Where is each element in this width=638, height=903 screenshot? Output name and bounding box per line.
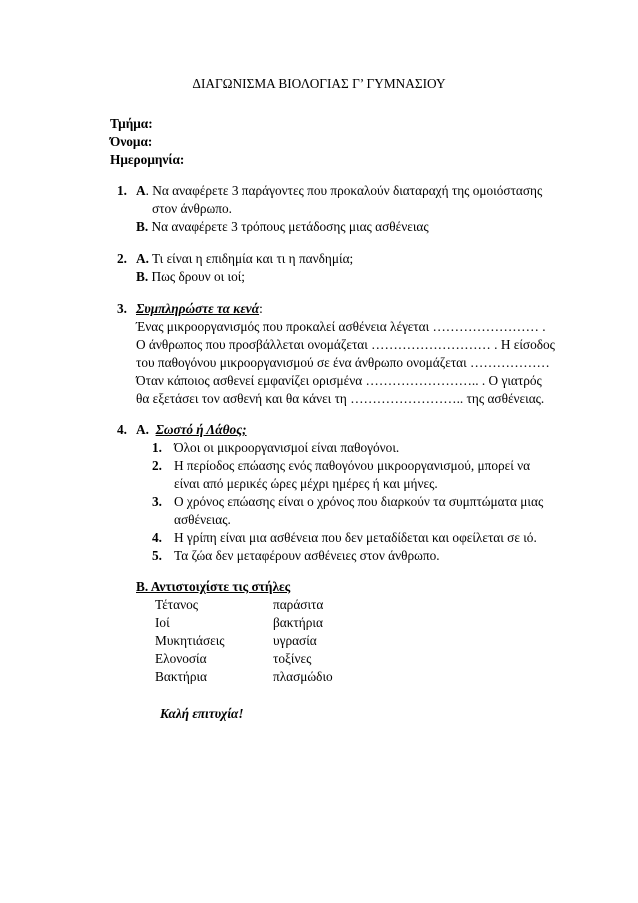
question-3-heading-text: Συμπληρώστε τα κενά (136, 301, 260, 316)
question-1-number: 1. (117, 183, 127, 198)
date-field-label: Ημερομηνία: (110, 152, 185, 167)
tf-item-text: είναι από μερικές ώρες μέχρι ημέρες ή και μήνες. (174, 476, 438, 491)
question-2a (136, 250, 353, 268)
tf-item-text: Η γρίπη είναι μια ασθένεια που δεν μεταδίδεται και οφείλεται σε ιό. (174, 530, 537, 545)
match-left-item: Μυκητιάσεις (155, 633, 225, 648)
question-2b-label: Β. (136, 269, 149, 284)
page-title: ΔΙΑΓΩΝΙΣΜΑ ΒΙΟΛΟΓΙΑΣ Γ’ ΓΥΜΝΑΣΙΟΥ (192, 76, 446, 91)
question-4-number: 4. (117, 422, 127, 437)
question-4a-heading-text: Σωστό ή Λάθος; (155, 422, 247, 437)
tf-item-text: Η περίοδος επώασης ενός παθογόνου μικροοργανισμού, μπορεί να (174, 458, 531, 473)
question-3-heading-colon: : (259, 301, 263, 316)
question-4a-heading (136, 421, 247, 439)
tf-item-text: Ο χρόνος επώασης είναι ο χρόνος που διαρκούν τα συμπτώματα μιας (174, 494, 544, 509)
match-right-item: πλασμώδιο (273, 669, 333, 684)
tf-item-text: Όλοι οι μικροοργανισμοί είναι παθογόνοι. (174, 440, 400, 455)
match-left-item: Βακτήρια (155, 669, 208, 684)
question-3-line: Ο άνθρωπος που προσβάλλεται ονομάζεται ……………………… . Η είσοδος (136, 337, 555, 352)
match-left-item: Ελονοσία (155, 651, 207, 666)
question-1a-continuation: στον άνθρωπο. (152, 201, 232, 216)
match-right-item: τοξίνες (273, 651, 312, 666)
question-3-line: θα εξετάσει τον ασθενή και θα κάνει τη …………………….. της ασθένειας. (136, 391, 545, 406)
question-2a-label: Α. (136, 251, 149, 266)
question-1b (136, 218, 429, 236)
question-1a-label: Α (136, 183, 146, 198)
class-field-label: Τμήμα: (110, 116, 153, 131)
question-2b-text: Πως δρουν οι ιοί; (148, 269, 245, 284)
tf-item-text: Τα ζώα δεν μεταφέρουν ασθένειες στον άνθρωπο. (174, 548, 440, 563)
question-3-line: Ένας μικροοργανισμός που προκαλεί ασθένεια λέγεται …………………… . (136, 319, 546, 334)
question-3-line: Όταν κάποιος ασθενεί εμφανίζει ορισμένα …………………….. . Ο γιατρός (136, 373, 542, 388)
question-2-number: 2. (117, 251, 127, 266)
match-left-item: Τέτανος (155, 597, 199, 612)
question-1a-text: . Να αναφέρετε 3 παράγοντες που προκαλούν διαταραχή της ομοιόστασης (145, 183, 543, 198)
tf-item-number: 4. (152, 530, 162, 545)
question-3-heading (136, 300, 263, 318)
closing-message: Καλή επιτυχία! (160, 706, 244, 721)
tf-item-text: ασθένειας. (174, 512, 231, 527)
match-right-item: βακτήρια (273, 615, 323, 630)
tf-item-number: 1. (152, 440, 162, 455)
question-1a (136, 182, 542, 200)
name-field-label: Όνομα: (110, 134, 153, 149)
tf-item-number: 5. (152, 548, 162, 563)
question-3-line: του παθογόνου μικροοργανισμού σε ένα άνθρωπο ονομάζεται ……………… (136, 355, 550, 370)
match-left-item: Ιοί (155, 615, 170, 630)
question-2b (136, 268, 245, 286)
question-3-number: 3. (117, 301, 127, 316)
tf-item-number: 2. (152, 458, 162, 473)
question-4a-label: Α. (136, 422, 149, 437)
match-right-item: υγρασία (273, 633, 317, 648)
tf-item-number: 3. (152, 494, 162, 509)
question-4b-heading: Β. Αντιστοιχίστε τις στήλες (136, 579, 291, 594)
match-right-item: παράσιτα (273, 597, 324, 612)
question-1b-label: Β. (136, 219, 149, 234)
question-1b-text: Να αναφέρετε 3 τρόπους μετάδοσης μιας ασθένειας (148, 219, 429, 234)
question-2a-text: Τι είναι η επιδημία και τι η πανδημία; (148, 251, 354, 266)
